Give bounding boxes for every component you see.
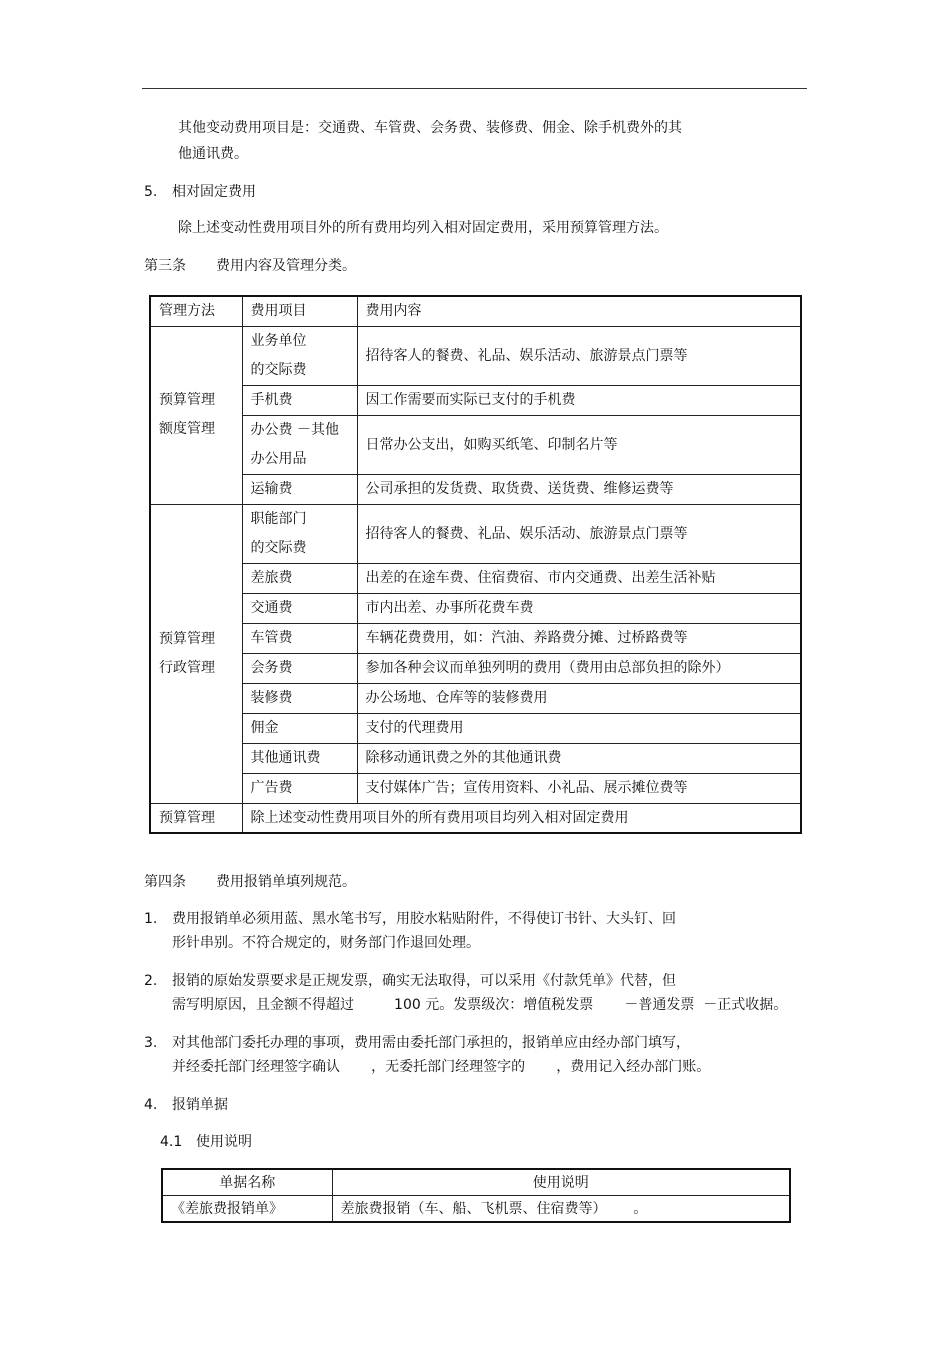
method-line: 预算管理 xyxy=(159,392,215,408)
expense-classification-table xyxy=(149,295,802,834)
item-cell: 差旅费 xyxy=(242,563,357,593)
item-line: 办公费 －其他 xyxy=(250,421,339,438)
header-cell: 单据名称 xyxy=(162,1169,332,1196)
item-cell: 交通费 xyxy=(242,593,357,623)
item-5-description: 除上述变动性费用项目外的所有费用均列入相对固定费用，采用预算管理方法。 xyxy=(178,220,668,236)
sub-4-1-number: 4.1 xyxy=(160,1134,183,1150)
table-row xyxy=(150,593,801,623)
receipt-name-cell: 《差旅费报销单》 xyxy=(162,1196,332,1223)
content-cell: 因工作需要而实际已支付的手机费 xyxy=(357,385,801,415)
header-rule xyxy=(142,88,807,89)
intro-line-1: 其他变动费用项目是：交通费、车管费、会务费、装修费、佣金、除手机费外的其 xyxy=(178,120,682,136)
article-4-label: 第四条 xyxy=(144,874,186,890)
content-cell: 支付媒体广告；宣传用资料、小礼品、展示摊位费等 xyxy=(357,773,801,803)
receipt-desc-cell: 差旅费报销（车、船、飞机票、住宿费等） 。 xyxy=(332,1196,790,1223)
content-cell: 出差的在途车费、住宿费宿、市内交通费、出差生活补贴 xyxy=(357,563,801,593)
header-cell: 费用项目 xyxy=(242,296,357,326)
table-row xyxy=(150,803,801,833)
rule-1-line-2: 形针串别。不符合规定的，财务部门作退回处理。 xyxy=(172,935,480,951)
table-row xyxy=(150,415,801,474)
item-cell: 会务费 xyxy=(242,653,357,683)
content-cell: 市内出差、办事所花费车费 xyxy=(357,593,801,623)
intro-line-2: 他通讯费。 xyxy=(178,146,248,162)
content-cell: 除移动通讯费之外的其他通讯费 xyxy=(357,743,801,773)
method-line: 额度管理 xyxy=(159,421,215,437)
table-row xyxy=(150,474,801,504)
table-row xyxy=(150,563,801,593)
method-line: 预算管理 xyxy=(159,630,215,647)
table-row xyxy=(150,326,801,385)
rule-3-number: 3. xyxy=(144,1035,158,1051)
rule-3-line-1: 对其他部门委托办理的事项，费用需由委托部门承担的，报销单应由经办部门填写， xyxy=(172,1035,690,1051)
item-line: 业务单位 xyxy=(250,332,307,349)
rule-4-number: 4. xyxy=(144,1097,158,1113)
rule-2-number: 2. xyxy=(144,973,158,989)
table-row xyxy=(150,743,801,773)
table-row xyxy=(150,773,801,803)
rule-2-line-2: 需写明原因，且金额不得超过 100 元。发票级次：增值税发票 －普通发票 －正式收据。 xyxy=(172,997,788,1013)
item-cell xyxy=(242,504,357,563)
rule-1-line-1: 费用报销单必须用蓝、黑水笔书写，用胶水粘贴附件，不得使订书针、大头钉、回 xyxy=(172,911,676,927)
method-cell xyxy=(150,504,242,803)
article-3-title: 费用内容及管理分类。 xyxy=(216,258,356,274)
table-row xyxy=(150,504,801,563)
table-row xyxy=(150,623,801,653)
item-cell: 车管费 xyxy=(242,623,357,653)
method-cell xyxy=(150,326,242,504)
rule-2-line-1: 报销的原始发票要求是正规发票，确实无法取得，可以采用《付款凭单》代替，但 xyxy=(172,973,676,989)
rule-1-number: 1. xyxy=(144,911,158,927)
content-cell: 招待客人的餐费、礼品、娱乐活动、旅游景点门票等 xyxy=(357,504,801,563)
item-line: 的交际费 xyxy=(250,539,307,556)
header-cell: 管理方法 xyxy=(150,296,242,326)
article-3-label: 第三条 xyxy=(144,258,186,274)
item-line: 办公用品 xyxy=(250,450,307,467)
content-cell: 支付的代理费用 xyxy=(357,713,801,743)
header-cell: 使用说明 xyxy=(332,1169,790,1196)
item-cell: 广告费 xyxy=(242,773,357,803)
table-header-row xyxy=(162,1169,790,1196)
rule-4-line-1: 报销单据 xyxy=(172,1097,228,1113)
item-cell xyxy=(242,326,357,385)
item-cell xyxy=(242,415,357,474)
item-5-number: 5. xyxy=(144,184,158,200)
table-row xyxy=(162,1196,790,1223)
item-cell: 手机费 xyxy=(242,385,357,415)
item-5-title: 相对固定费用 xyxy=(172,184,256,200)
method-line: 行政管理 xyxy=(159,659,215,676)
table-row xyxy=(150,653,801,683)
content-cell: 参加各种会议而单独列明的费用（费用由总部负担的除外） xyxy=(357,653,801,683)
item-cell: 运输费 xyxy=(242,474,357,504)
header-cell: 费用内容 xyxy=(357,296,801,326)
item-cell: 佣金 xyxy=(242,713,357,743)
method-cell: 预算管理 xyxy=(150,803,242,833)
content-cell: 招待客人的餐费、礼品、娱乐活动、旅游景点门票等 xyxy=(357,326,801,385)
content-cell: 除上述变动性费用项目外的所有费用项目均列入相对固定费用 xyxy=(242,803,801,833)
item-cell: 装修费 xyxy=(242,683,357,713)
content-cell: 公司承担的发货费、取货费、送货费、维修运费等 xyxy=(357,474,801,504)
content-cell: 日常办公支出，如购买纸笔、印制名片等 xyxy=(357,415,801,474)
table-row xyxy=(150,713,801,743)
content-cell: 车辆花费费用，如：汽油、养路费分摊、过桥路费等 xyxy=(357,623,801,653)
article-4-title: 费用报销单填列规范。 xyxy=(216,874,356,890)
item-line: 的交际费 xyxy=(250,361,307,378)
sub-4-1-title: 使用说明 xyxy=(196,1134,252,1150)
table-header-row xyxy=(150,296,801,326)
receipt-usage-table xyxy=(161,1168,791,1223)
table-row xyxy=(150,683,801,713)
rule-3-line-2: 并经委托部门经理签字确认 ，无委托部门经理签字的 ，费用记入经办部门账。 xyxy=(172,1059,711,1075)
content-cell: 办公场地、仓库等的装修费用 xyxy=(357,683,801,713)
item-line: 职能部门 xyxy=(250,510,307,527)
table-row xyxy=(150,385,801,415)
item-cell: 其他通讯费 xyxy=(242,743,357,773)
